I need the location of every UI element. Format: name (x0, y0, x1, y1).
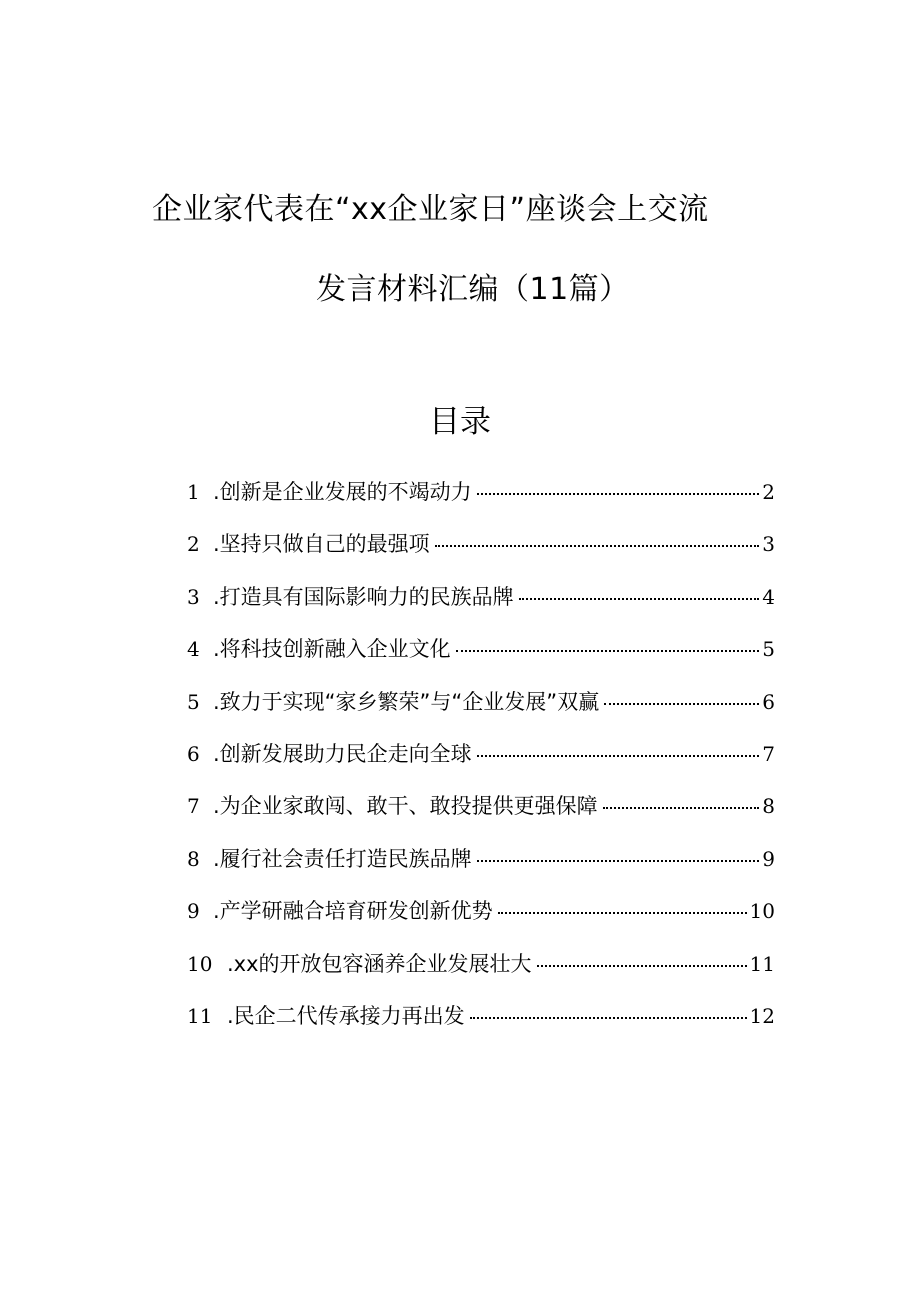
toc-entry-1[interactable] (187, 472, 775, 524)
toc-entry-8[interactable] (187, 839, 775, 891)
toc-entry-page: 5 (762, 637, 775, 662)
toc-dot-leader (470, 1016, 747, 1019)
toc-entry-number: 8 (187, 846, 200, 871)
toc-dot-leader (435, 544, 760, 547)
toc-entry-4[interactable] (187, 629, 775, 681)
toc-heading: 目录 (429, 404, 491, 440)
toc-entry-number: 1 (187, 480, 200, 504)
document-title-line-1: 企业家代表在“xx企业家日”座谈会上交流 (152, 192, 709, 227)
toc-entry-number: 2 (187, 532, 200, 557)
toc-dot-leader (477, 492, 760, 495)
toc-entry-7[interactable] (187, 786, 775, 838)
toc-entry-number: 6 (187, 741, 200, 766)
toc-dot-leader (519, 597, 760, 600)
toc-entry-number: 9 (187, 899, 200, 924)
toc-entry-page: 11 (749, 951, 775, 976)
toc-entry-11[interactable] (187, 996, 775, 1048)
toc-entry-title: .履行社会责任打造民族品牌 (213, 846, 472, 871)
toc-entry-page: 3 (762, 532, 775, 557)
toc-entry-page: 7 (762, 741, 775, 766)
toc-entry-page: 2 (762, 480, 775, 504)
toc-entry-title: .将科技创新融入企业文化 (213, 637, 451, 662)
toc-entry-5[interactable] (187, 682, 775, 734)
toc-entry-page: 10 (749, 899, 775, 924)
toc-entry-number: 5 (187, 689, 200, 714)
toc-entry-page: 6 (762, 689, 775, 714)
toc-dot-leader (456, 649, 760, 652)
toc-dot-leader (477, 754, 760, 757)
toc-dot-leader (537, 964, 747, 967)
toc-entry-title: .为企业家敢闯、敢干、敢投提供更强保障 (213, 794, 598, 819)
toc-entry-number: 10 (187, 951, 213, 976)
toc-entry-title: .xx的开放包容涵养企业发展壮大 (227, 951, 532, 976)
toc-dot-leader (604, 702, 759, 705)
toc-entry-title: .创新发展助力民企走向全球 (213, 741, 472, 766)
toc-dot-leader (498, 911, 747, 914)
toc-entry-10[interactable] (187, 944, 775, 996)
toc-entry-page: 12 (749, 1003, 775, 1028)
toc-dot-leader (477, 859, 760, 862)
toc-entry-number: 11 (187, 1003, 213, 1028)
toc-entry-2[interactable] (187, 524, 775, 576)
toc-entry-number: 7 (187, 794, 200, 819)
toc-entry-title: .产学研融合培育研发创新优势 (213, 899, 493, 924)
toc-entry-6[interactable] (187, 734, 775, 786)
toc-entry-page: 8 (762, 794, 775, 819)
toc-entry-9[interactable] (187, 891, 775, 943)
toc-entry-3[interactable] (187, 577, 775, 629)
toc-entry-title: .坚持只做自己的最强项 (213, 532, 430, 557)
toc-entry-title: .民企二代传承接力再出发 (227, 1003, 465, 1028)
toc-entry-title: .致力于实现“家乡繁荣”与“企业发展”双赢 (213, 689, 600, 714)
toc-entry-page: 4 (762, 584, 775, 609)
toc-entry-page: 9 (762, 846, 775, 871)
toc-entry-number: 3 (187, 584, 200, 609)
document-title-line-2: 发言材料汇编（11篇） (316, 272, 630, 307)
toc-entry-number: 4 (187, 637, 200, 662)
table-of-contents (187, 472, 775, 1048)
toc-entry-title: .打造具有国际影响力的民族品牌 (213, 584, 514, 609)
toc-dot-leader (603, 806, 760, 809)
toc-entry-title: .创新是企业发展的不竭动力 (213, 480, 472, 504)
